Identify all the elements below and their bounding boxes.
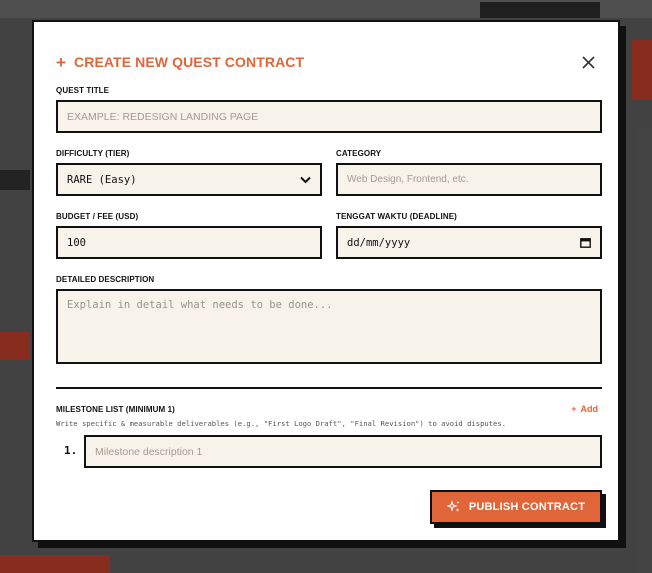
publish-button-wrap (430, 490, 602, 524)
deadline-input[interactable] (336, 226, 602, 259)
quest-title-label: QUEST TITLE (56, 86, 110, 95)
modal-title (56, 54, 304, 71)
category-placeholder: Web Design, Frontend, etc. (347, 174, 469, 185)
plus-icon: + (56, 52, 67, 72)
difficulty-label: DIFFICULTY (TIER) (56, 149, 130, 158)
section-divider (56, 387, 602, 389)
milestone-number: 1. (64, 444, 78, 457)
chevron-down-icon (300, 176, 311, 184)
milestone-hint: Write specific & measurable deliverables (e.g., "First Logo Draft", "Final Revision") to avoid disputes. (56, 419, 507, 428)
budget-label: BUDGET / FEE (USD) (56, 212, 139, 221)
publish-contract-button[interactable] (430, 490, 602, 524)
deadline-value: dd/mm/yyyy (347, 236, 411, 249)
budget-value: 100 (67, 236, 86, 249)
sparkle-icon (447, 500, 461, 514)
add-milestone-label: Add (580, 404, 598, 414)
quest-title-placeholder: EXAMPLE: REDESIGN LANDING PAGE (67, 110, 259, 123)
description-placeholder: Explain in detail what needs to be done... (67, 299, 333, 311)
plus-icon: + (571, 404, 577, 414)
milestone-list-label: MILESTONE LIST (MINIMUM 1) (56, 405, 175, 414)
calendar-icon[interactable] (580, 237, 591, 248)
create-quest-modal (32, 20, 620, 542)
close-button[interactable] (578, 52, 598, 72)
difficulty-selected-value: RARE (Easy) (67, 173, 137, 186)
milestone-placeholder: Milestone description 1 (95, 445, 203, 458)
description-label: DETAILED DESCRIPTION (56, 275, 155, 284)
quest-title-input[interactable] (56, 100, 602, 133)
category-input[interactable] (336, 163, 602, 196)
modal-header (56, 52, 598, 72)
budget-input[interactable] (56, 226, 322, 259)
deadline-label: TENGGAT WAKTU (DEADLINE) (336, 212, 457, 221)
description-textarea[interactable] (56, 289, 602, 364)
category-label: CATEGORY (336, 149, 382, 158)
modal-title-text: CREATE NEW QUEST CONTRACT (74, 54, 305, 70)
close-icon (582, 56, 595, 69)
milestone-input[interactable] (84, 435, 602, 468)
add-milestone-button[interactable] (571, 404, 598, 414)
difficulty-select[interactable] (56, 163, 322, 196)
publish-contract-label: PUBLISH CONTRACT (468, 501, 586, 513)
